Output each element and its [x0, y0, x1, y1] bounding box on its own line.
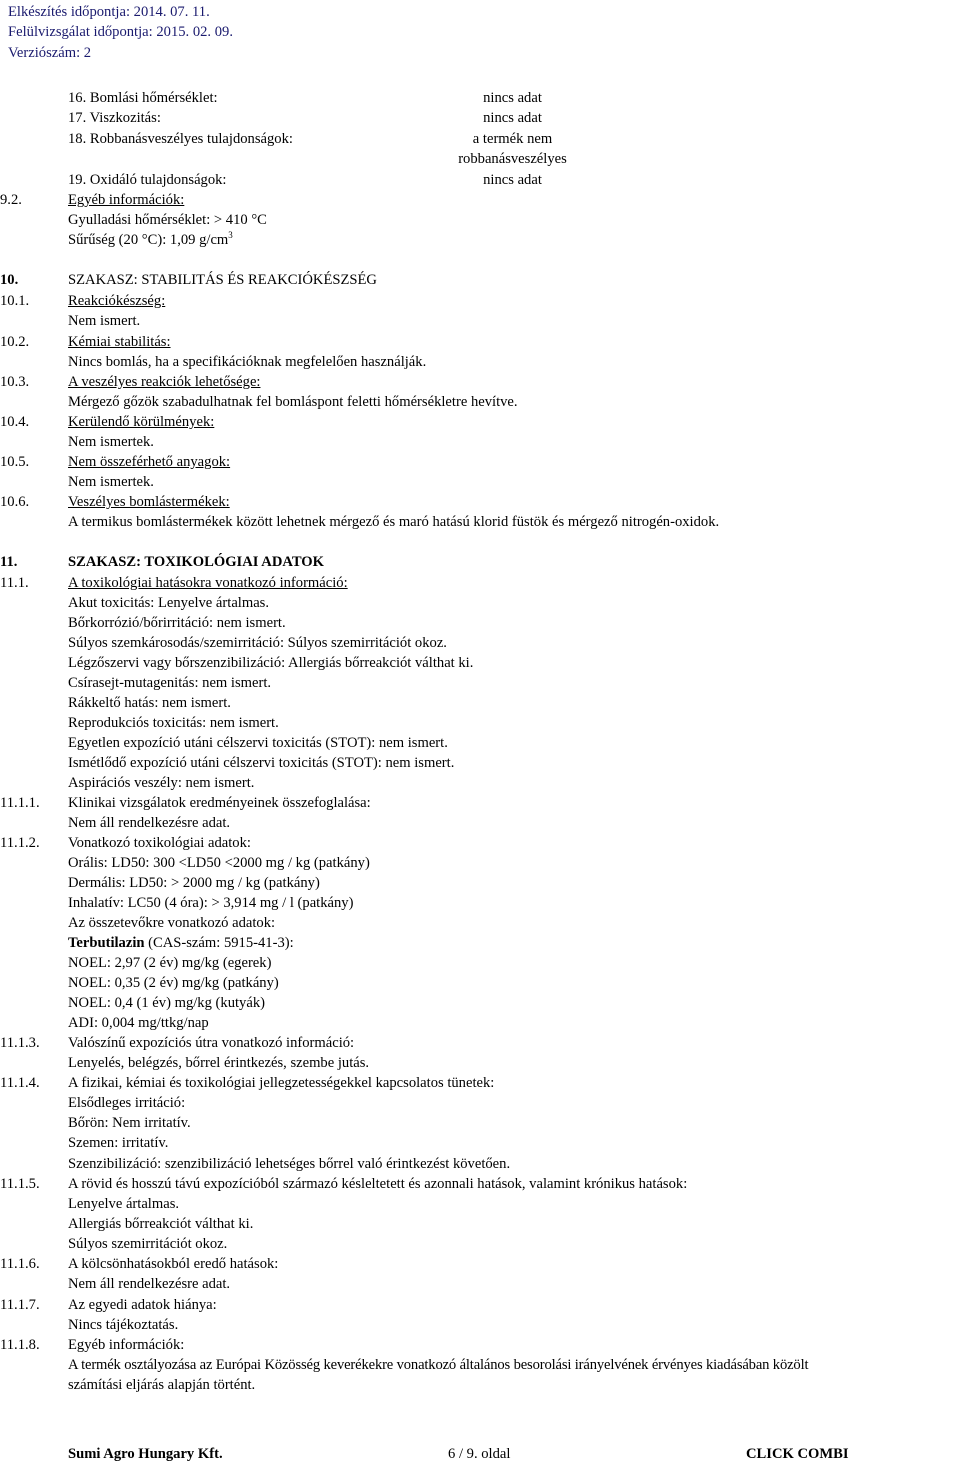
- text-line: Egyetlen expozíció utáni célszervi toxicitás (STOT): nem ismert.: [68, 735, 448, 751]
- text-line: Súlyos szemkárosodás/szemirritáció: Súlyos szemirritációt okoz.: [68, 635, 447, 651]
- subsection-title: Veszélyes bomlástermékek:: [68, 494, 230, 510]
- subsection-heading: [0, 492, 960, 512]
- subsection-heading: 11.1.4. A fizikai, kémiai és toxikológiai jellegzetességekkel kapcsolatos tünetek:: [0, 1075, 495, 1091]
- cas-number: (CAS-szám: 5915-41-3):: [144, 935, 294, 951]
- subsection-heading: 11.1.7. Az egyedi adatok hiánya:: [0, 1297, 217, 1313]
- prop-row: [0, 108, 960, 128]
- text-line: A termikus bomlástermékek között lehetnek mérgező és maró hatású klorid füstök és mérgező nitrogén-oxidok.: [68, 514, 720, 530]
- subsection-number: 10.2.: [0, 334, 30, 350]
- prop-row: [0, 88, 960, 108]
- text-line: Orális: LD50: 300 <LD50 <2000 mg / kg (patkány): [68, 855, 370, 871]
- revised-date: Felülvizsgálat időpontja: 2015. 02. 09.: [8, 24, 233, 41]
- subsection-heading: [0, 372, 960, 392]
- section-number: 9.2.: [0, 192, 22, 208]
- footer-page-number: 6 / 9. oldal: [448, 1446, 511, 1462]
- subsection-number: 10.4.: [0, 414, 30, 430]
- section-10-heading: [0, 270, 960, 290]
- subsection-number: 10.3.: [0, 374, 30, 390]
- subsection-heading: 11.1.6. A kölcsönhatásokból eredő hatások:: [0, 1256, 279, 1272]
- subsection-heading: [0, 573, 960, 593]
- text-line: A termék osztályozása az Európai Közösség keverékekre vonatkozó általános besorolási irányelvének érvényes kiadásában közölt: [68, 1357, 809, 1373]
- text-line: Mérgező gőzök szabadulhatnak fel bomláspont feletti hőmérsékletre hevítve.: [68, 394, 518, 410]
- footer-company: Sumi Agro Hungary Kft.: [68, 1446, 223, 1462]
- prop-value: nincs adat: [483, 172, 542, 188]
- text-line: NOEL: 0,4 (1 év) mg/kg (kutyák): [68, 995, 265, 1011]
- subsection-heading: 11.1.3. Valószínű expozíciós útra vonatkozó információ:: [0, 1035, 355, 1051]
- subsection-heading: 11.1.1. Klinikai vizsgálatok eredményeinek összefoglalása:: [0, 795, 371, 811]
- created-date: Elkészítés időpontja: 2014. 07. 11.: [8, 4, 210, 20]
- section-number: 10.: [0, 272, 19, 288]
- subsection-number: 10.5.: [0, 454, 30, 470]
- subsection-heading: 11.1.5. A rövid és hosszú távú expozícióból származó késleltetett és azonnali hatások, valamint krónikus hatások:: [0, 1176, 688, 1192]
- subsection-title: A toxikológiai hatásokra vonatkozó információ:: [68, 575, 348, 591]
- density: Sűrűség (20 °C): 1,09 $g/cm^3$: [68, 230, 233, 248]
- subsection-number: 10.6.: [0, 494, 30, 510]
- subsection-title: Kerülendő körülmények:: [68, 414, 215, 430]
- text-line: [0, 210, 960, 230]
- prop-label: 16. Bomlási hőmérséklet:: [68, 90, 218, 106]
- prop-value: a termék nem robbanásveszélyes: [458, 131, 567, 168]
- subsection-heading: [0, 332, 960, 352]
- subsection-heading: 11.1.8. Egyéb információk:: [0, 1337, 185, 1353]
- subsection-title: Kémiai stabilitás:: [68, 334, 171, 350]
- subsection-heading: [0, 291, 960, 311]
- subsection-heading: 11.1.2. Vonatkozó toxikológiai adatok:: [0, 835, 251, 851]
- text-line: Csírasejt-mutagenitás: nem ismert.: [68, 675, 272, 691]
- text-line: Lenyelés, belégzés, bőrrel érintkezés, szembe jutás.: [68, 1055, 370, 1071]
- text-line: Nem ismertek.: [68, 474, 154, 490]
- text-line: Lenyelve ártalmas.: [68, 1196, 180, 1212]
- text-line: Nem áll rendelkezésre adat.: [68, 815, 231, 831]
- text-line: Szenzibilizáció: szenzibilizáció lehetséges bőrrel való érintkezést követően.: [68, 1156, 511, 1172]
- text-line: Nem ismert.: [68, 313, 141, 329]
- section-11-heading: [0, 552, 960, 572]
- text-line: számítási eljárás alapján történt.: [68, 1377, 256, 1393]
- text-line: Nincs tájékoztatás.: [68, 1317, 179, 1333]
- subsection-title: Nem összeférhető anyagok:: [68, 454, 231, 470]
- text-line: Aspirációs veszély: nem ismert.: [68, 775, 255, 791]
- text-line: Elsődleges irritáció:: [68, 1095, 186, 1111]
- prop-value: nincs adat: [483, 110, 542, 126]
- text-line: [0, 933, 960, 953]
- prop-label: 18. Robbanásveszélyes tulajdonságok:: [68, 131, 293, 147]
- text-line: Ismétlődő expozíció utáni célszervi toxicitás (STOT): nem ismert.: [68, 755, 455, 771]
- text-line: Bőrön: Nem irritatív.: [68, 1115, 191, 1131]
- ignition-temperature: Gyulladási hőmérséklet: > 410 °C: [68, 212, 267, 228]
- subsection-heading: [0, 452, 960, 472]
- text-line: Rákkeltő hatás: nem ismert.: [68, 695, 231, 711]
- text-line: Reprodukciós toxicitás: nem ismert.: [68, 715, 279, 731]
- text-line: Az összetevőkre vonatkozó adatok:: [68, 915, 276, 931]
- text-line: ADI: 0,004 mg/ttkg/nap: [68, 1015, 209, 1031]
- text-line: Inhalatív: LC50 (4 óra): > 3,914 mg / l (patkány): [68, 895, 354, 911]
- text-line: Légzőszervi vagy bőrszenzibilizáció: Allergiás bőrreakciót válthat ki.: [68, 655, 474, 671]
- text-line: Bőrkorrózió/bőrirritáció: nem ismert.: [68, 615, 286, 631]
- subsection-number: 11.1.: [0, 575, 29, 591]
- text-line: NOEL: 0,35 (2 év) mg/kg (patkány): [68, 975, 279, 991]
- document-header: [8, 2, 233, 63]
- section-title: SZAKASZ: STABILITÁS ÉS REAKCIÓKÉSZSÉG: [68, 272, 377, 288]
- subsection-title: Reakciókészség:: [68, 293, 166, 309]
- subsection-title: A veszélyes reakciók lehetősége:: [68, 374, 261, 390]
- prop-value: nincs adat: [483, 90, 542, 106]
- subsection-number: 10.1.: [0, 293, 30, 309]
- section-number: 11.: [0, 554, 18, 570]
- section-9-2-heading: [0, 190, 960, 210]
- text-line: Dermális: LD50: > 2000 mg / kg (patkány): [68, 875, 320, 891]
- text-line: Akut toxicitás: Lenyelve ártalmas.: [68, 595, 270, 611]
- text-line: Súlyos szemirritációt okoz.: [68, 1236, 228, 1252]
- substance-name: Terbutilazin: [68, 935, 145, 951]
- text-line: Szemen: irritatív.: [68, 1135, 169, 1151]
- prop-row: [0, 129, 960, 170]
- subsection-heading: [0, 412, 960, 432]
- text-line: [0, 230, 960, 250]
- section-title: Egyéb információk:: [68, 192, 185, 208]
- prop-label: 17. Viszkozitás:: [68, 110, 161, 126]
- text-line: Nem ismertek.: [68, 434, 154, 450]
- section-title: SZAKASZ: TOXIKOLÓGIAI ADATOK: [68, 554, 325, 570]
- prop-row: [0, 170, 960, 190]
- text-line: Nem áll rendelkezésre adat.: [68, 1276, 231, 1292]
- text-line: Nincs bomlás, ha a specifikációknak megfelelően használják.: [68, 354, 427, 370]
- text-line: NOEL: 2,97 (2 év) mg/kg (egerek): [68, 955, 272, 971]
- footer-product: CLICK COMBI: [746, 1446, 849, 1462]
- version-number: Verziószám: 2: [8, 44, 92, 61]
- prop-label: 19. Oxidáló tulajdonságok:: [68, 172, 227, 188]
- text-line: Allergiás bőrreakciót válthat ki.: [68, 1216, 254, 1232]
